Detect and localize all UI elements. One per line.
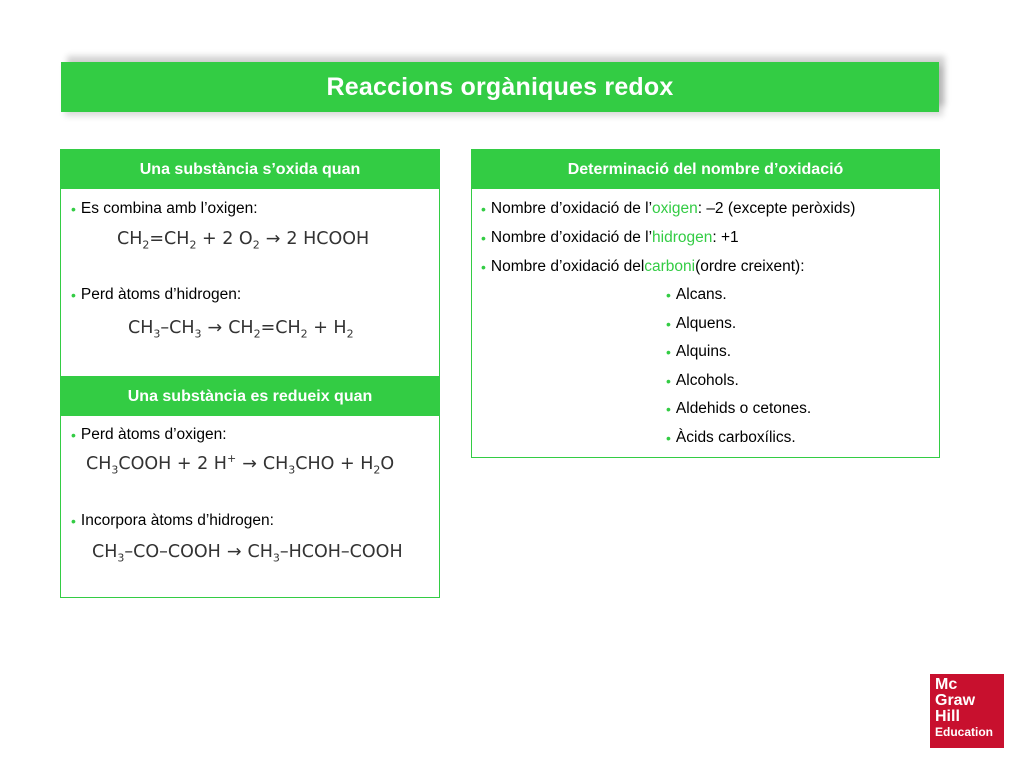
reduction-item-hydrogen: • Incorpora àtoms d’hidrogen: — [71, 512, 274, 529]
oxidation-item-hydrogen: • Perd àtoms d’hidrogen: — [71, 286, 242, 303]
arrow-icon: → — [207, 318, 223, 338]
bullet-icon: • — [666, 287, 671, 303]
order-item-2: • Alquens. — [666, 315, 737, 332]
bullet-icon: • — [666, 430, 671, 446]
order-item-4: • Alcohols. — [666, 372, 739, 389]
bullet-icon: • — [71, 427, 76, 443]
arrow-icon: → — [242, 453, 257, 474]
oxidation-item-oxygen: • Es combina amb l’oxigen: — [71, 200, 258, 217]
reduction-panel — [60, 376, 440, 598]
bullet-icon: • — [666, 316, 671, 332]
oxygen-rule: • Nombre d’oxidació de l’ oxigen : –2 (excepte peròxids) — [481, 200, 856, 217]
mcgraw-hill-logo: Mc Graw Hill Education — [930, 674, 1004, 748]
reduction-panel-header: Una substància es redueix quan — [61, 377, 439, 416]
bullet-icon: • — [71, 201, 76, 217]
bullet-icon: • — [666, 344, 671, 360]
reduction-equation-2: $CH_3-CO$–COOH → $CH_3-HCOH$–COOH — [92, 542, 403, 565]
order-item-6: • Àcids carboxílics. — [666, 429, 796, 446]
bullet-icon: • — [481, 259, 486, 275]
carbon-rule: • Nombre d’oxidació del carboni (ordre creixent): — [481, 258, 805, 275]
reduction-equation-1: $CH_3COOH + 2$ $H^+ \to CH_3CHO + H_2O$ — [86, 452, 395, 477]
oxidation-panel-header: Una substància s’oxida quan — [61, 150, 439, 189]
bullet-icon: • — [71, 513, 76, 529]
slide-title-bar — [61, 62, 939, 112]
oxidation-number-panel-header: Determinació del nombre d’oxidació — [472, 150, 939, 189]
order-item-3: • Alquins. — [666, 343, 732, 360]
reduction-item-oxygen: • Perd àtoms d’oxigen: — [71, 426, 227, 443]
bullet-icon: • — [481, 201, 486, 217]
oxidation-equation-1: $CH_2=CH_2 + 2$ $O_2 \to 2$ HCOOH — [117, 229, 370, 252]
arrow-icon: → — [226, 542, 242, 562]
order-item-5: • Aldehids o cetones. — [666, 400, 812, 417]
oxidation-panel — [60, 149, 440, 377]
hydrogen-rule: • Nombre d’oxidació de l’ hidrogen : +1 — [481, 229, 739, 246]
oxidation-equation-2: $CH_3-CH_3 \to CH_2=CH_2 + H_2$ — [128, 318, 354, 341]
bullet-icon: • — [71, 287, 76, 303]
bullet-icon: • — [666, 373, 671, 389]
bullet-icon: • — [481, 230, 486, 246]
bullet-icon: • — [666, 401, 671, 417]
slide-title: Reaccions orgàniques redox — [326, 72, 674, 101]
order-item-1: • Alcans. — [666, 286, 727, 303]
arrow-icon: → — [265, 229, 281, 249]
